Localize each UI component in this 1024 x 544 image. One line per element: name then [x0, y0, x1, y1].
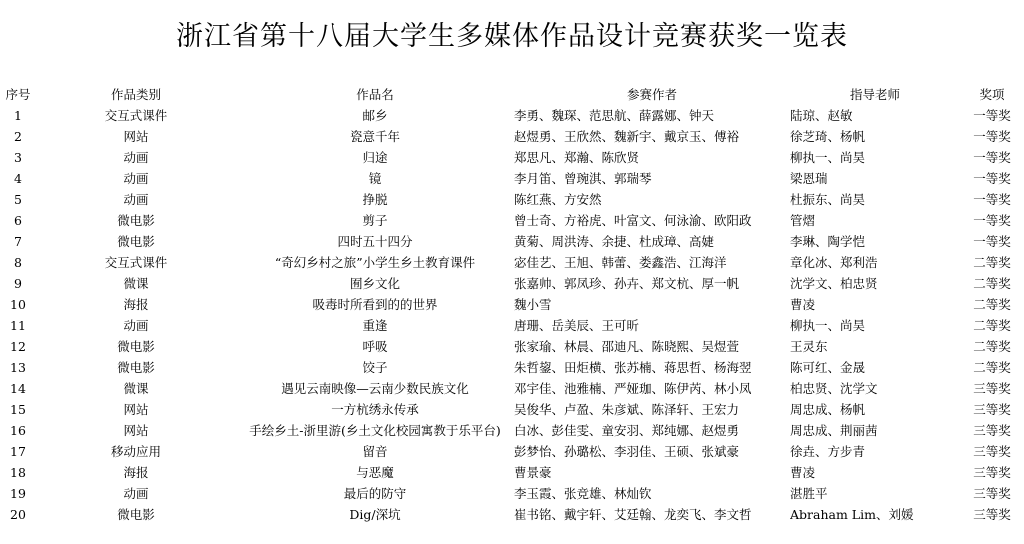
cell-authors: 唐珊、岳美辰、王可昕 — [514, 318, 640, 333]
cell-authors: 赵煜勇、王欣然、魏新宇、戴京玉、傅裕 — [514, 129, 740, 144]
cell-prize: 二等奖 — [973, 276, 1011, 291]
cell-category: 微课 — [123, 381, 149, 396]
cell-work: 一方杭绣永传承 — [331, 402, 419, 417]
header-authors: 参赛作者 — [626, 87, 677, 102]
cell-no: 14 — [10, 381, 26, 396]
table-row — [0, 126, 1024, 147]
cell-no: 2 — [14, 129, 22, 144]
cell-no: 18 — [10, 465, 26, 480]
table-row — [0, 189, 1024, 210]
cell-prize: 三等奖 — [973, 465, 1011, 480]
cell-tutors: 柳执一、尚昊 — [790, 150, 866, 165]
cell-no: 8 — [14, 255, 22, 270]
cell-prize: 一等奖 — [973, 171, 1011, 186]
cell-work: 呼吸 — [362, 339, 388, 354]
table-row — [0, 441, 1024, 462]
cell-prize: 一等奖 — [973, 192, 1011, 207]
table-row — [0, 483, 1024, 504]
cell-authors: 朱哲鋆、田炬横、张苏楠、蒋思哲、杨海翌 — [514, 360, 752, 375]
cell-tutors: 陈可红、金晟 — [790, 360, 866, 375]
cell-prize: 三等奖 — [973, 423, 1011, 438]
cell-prize: 三等奖 — [973, 486, 1011, 501]
cell-tutors: 曹凌 — [790, 297, 816, 312]
cell-category: 动画 — [123, 192, 149, 207]
table-row — [0, 294, 1024, 315]
cell-no: 17 — [10, 444, 26, 459]
cell-authors: 曾士奇、方裕虎、叶富文、何泳渝、欧阳政 — [514, 213, 752, 228]
table-row — [0, 105, 1024, 126]
cell-tutors: 徐芝琦、杨帆 — [790, 129, 866, 144]
cell-category: 微电影 — [117, 213, 155, 228]
cell-authors: 李月笛、曾琬淇、郭瑞琴 — [514, 171, 652, 186]
cell-tutors: 王灵东 — [790, 339, 828, 354]
header-no: 序号 — [5, 87, 31, 102]
table-row — [0, 420, 1024, 441]
cell-authors: 张家瑜、林晨、邵迪凡、陈晓熙、吴煜萱 — [514, 339, 740, 354]
cell-category: 动画 — [123, 486, 149, 501]
header-category: 作品类别 — [110, 87, 161, 102]
cell-tutors: 周忠成、杨帆 — [790, 402, 866, 417]
cell-prize: 一等奖 — [973, 108, 1011, 123]
cell-category: 交互式课件 — [104, 255, 168, 270]
cell-prize: 二等奖 — [973, 255, 1011, 270]
page-title: 浙江省第十八届大学生多媒体作品设计竞赛获奖一览表 — [176, 21, 848, 52]
cell-tutors: 柏忠贤、沈学文 — [790, 381, 878, 396]
cell-tutors: Abraham Lim、刘媛 — [790, 507, 914, 522]
cell-work: 最后的防守 — [343, 486, 407, 501]
cell-work: 与恶魔 — [356, 465, 394, 480]
cell-work: 镜 — [368, 171, 382, 186]
table-row — [0, 273, 1024, 294]
cell-authors: 魏小雪 — [514, 297, 552, 312]
table-row — [0, 336, 1024, 357]
cell-prize: 一等奖 — [973, 150, 1011, 165]
cell-work: 四时五十四分 — [337, 234, 413, 249]
cell-tutors: 李琳、陶学恺 — [790, 234, 866, 249]
cell-work: 剪子 — [362, 213, 388, 228]
cell-work: 重逢 — [362, 318, 388, 333]
cell-tutors: 曹凌 — [790, 465, 816, 480]
awards-table — [0, 84, 1024, 525]
table-row — [0, 315, 1024, 336]
cell-no: 12 — [10, 339, 26, 354]
cell-prize: 二等奖 — [973, 297, 1011, 312]
table-row — [0, 231, 1024, 252]
cell-work: 邮乡 — [362, 108, 388, 123]
cell-no: 5 — [14, 192, 22, 207]
cell-category: 微电影 — [117, 360, 155, 375]
cell-authors: 吴俊华、卢盈、朱彦斌、陈泽轩、王宏力 — [514, 402, 740, 417]
cell-category: 微课 — [123, 276, 149, 291]
cell-prize: 一等奖 — [973, 213, 1011, 228]
cell-category: 海报 — [123, 465, 149, 480]
cell-authors: 郑思凡、郑瀚、陈欣贤 — [514, 150, 640, 165]
cell-no: 7 — [14, 234, 22, 249]
cell-tutors: 沈学文、柏忠贤 — [790, 276, 878, 291]
table-body — [0, 105, 1024, 525]
cell-authors: 黄菊、周洪涛、余捷、杜成璋、高婕 — [514, 234, 715, 249]
table-row — [0, 210, 1024, 231]
cell-category: 网站 — [123, 423, 149, 438]
cell-tutors: 章化冰、郑利浩 — [790, 255, 878, 270]
cell-tutors: 周忠成、荆丽茜 — [790, 423, 878, 438]
cell-tutors: 柳执一、尚昊 — [790, 318, 866, 333]
cell-no: 11 — [10, 318, 26, 333]
cell-work: 吸毒时所看到的的世界 — [312, 297, 438, 312]
cell-tutors: 梁恩瑞 — [790, 171, 828, 186]
cell-authors: 宓佳艺、王旭、韩蕾、娄鑫浩、江海洋 — [514, 255, 727, 270]
cell-work: 挣脱 — [362, 192, 388, 207]
cell-no: 9 — [14, 276, 22, 291]
cell-no: 19 — [10, 486, 26, 501]
header-work: 作品名 — [356, 87, 394, 102]
cell-prize: 三等奖 — [973, 444, 1011, 459]
cell-prize: 三等奖 — [973, 402, 1011, 417]
cell-work: 瓷意千年 — [349, 129, 400, 144]
cell-no: 6 — [14, 213, 22, 228]
cell-prize: 一等奖 — [973, 129, 1011, 144]
cell-no: 10 — [10, 297, 26, 312]
cell-category: 动画 — [123, 150, 149, 165]
cell-work: 囿乡文化 — [349, 276, 400, 291]
table-row — [0, 168, 1024, 189]
cell-category: 微电影 — [117, 339, 155, 354]
cell-prize: 二等奖 — [973, 360, 1011, 375]
cell-work: 归途 — [362, 150, 388, 165]
cell-tutors: 徐垚、方步青 — [790, 444, 866, 459]
cell-no: 13 — [10, 360, 26, 375]
table-header-row — [0, 84, 1024, 105]
cell-no: 15 — [10, 402, 26, 417]
cell-category: 海报 — [123, 297, 149, 312]
cell-tutors: 管熠 — [790, 213, 816, 228]
cell-category: 网站 — [123, 129, 149, 144]
table-row — [0, 357, 1024, 378]
cell-no: 20 — [10, 507, 26, 522]
cell-authors: 曹景豪 — [514, 465, 552, 480]
cell-category: 网站 — [123, 402, 149, 417]
cell-tutors: 湛胜平 — [790, 486, 828, 501]
cell-authors: 李玉霞、张竞雄、林灿钦 — [514, 486, 652, 501]
cell-category: 移动应用 — [110, 444, 161, 459]
cell-category: 动画 — [123, 171, 149, 186]
cell-category: 微电影 — [117, 507, 155, 522]
cell-work: 饺子 — [362, 360, 388, 375]
cell-category: 微电影 — [117, 234, 155, 249]
cell-no: 3 — [14, 150, 22, 165]
cell-tutors: 杜振东、尚昊 — [790, 192, 866, 207]
table-row — [0, 252, 1024, 273]
cell-no: 4 — [14, 171, 22, 186]
cell-no: 1 — [14, 108, 22, 123]
table-row — [0, 399, 1024, 420]
cell-tutors: 陆琼、赵敏 — [790, 108, 853, 123]
table-row — [0, 462, 1024, 483]
cell-prize: 三等奖 — [973, 507, 1011, 522]
cell-authors: 崔书铭、戴宇轩、艾廷翰、龙奕飞、李文哲 — [514, 507, 752, 522]
cell-authors: 陈红燕、方安然 — [514, 192, 602, 207]
table-row — [0, 504, 1024, 525]
table-row — [0, 147, 1024, 168]
cell-work: Dig/深坑 — [349, 507, 401, 522]
cell-prize: 一等奖 — [973, 234, 1011, 249]
cell-category: 动画 — [123, 318, 149, 333]
cell-prize: 二等奖 — [973, 339, 1011, 354]
cell-authors: 张嘉帅、郭凤珍、孙卉、郑文杭、厚一帆 — [514, 276, 740, 291]
cell-authors: 李勇、魏琛、范思航、薛露娜、钟天 — [514, 108, 715, 123]
cell-prize: 三等奖 — [973, 381, 1011, 396]
cell-authors: 白冰、彭佳雯、童安羽、郑纯娜、赵煜勇 — [514, 423, 740, 438]
table-row — [0, 378, 1024, 399]
cell-prize: 二等奖 — [973, 318, 1011, 333]
cell-work: 遇见云南映像—云南少数民族文化 — [281, 381, 469, 396]
cell-work: 留音 — [362, 444, 388, 459]
cell-authors: 彭梦怡、孙璐松、李羽佳、王硕、张斌豪 — [514, 444, 740, 459]
cell-no: 16 — [10, 423, 26, 438]
cell-work: 手绘乡土-浙里游(乡土文化校园寓教于乐平台) — [249, 423, 501, 438]
header-prize: 奖项 — [979, 87, 1005, 102]
cell-work: “奇幻乡村之旅”小学生乡土教育课件 — [274, 255, 476, 270]
cell-authors: 邓宇佳、池雅楠、严娅珈、陈伊芮、林小凤 — [514, 381, 752, 396]
header-tutors: 指导老师 — [849, 87, 900, 102]
cell-category: 交互式课件 — [104, 108, 168, 123]
